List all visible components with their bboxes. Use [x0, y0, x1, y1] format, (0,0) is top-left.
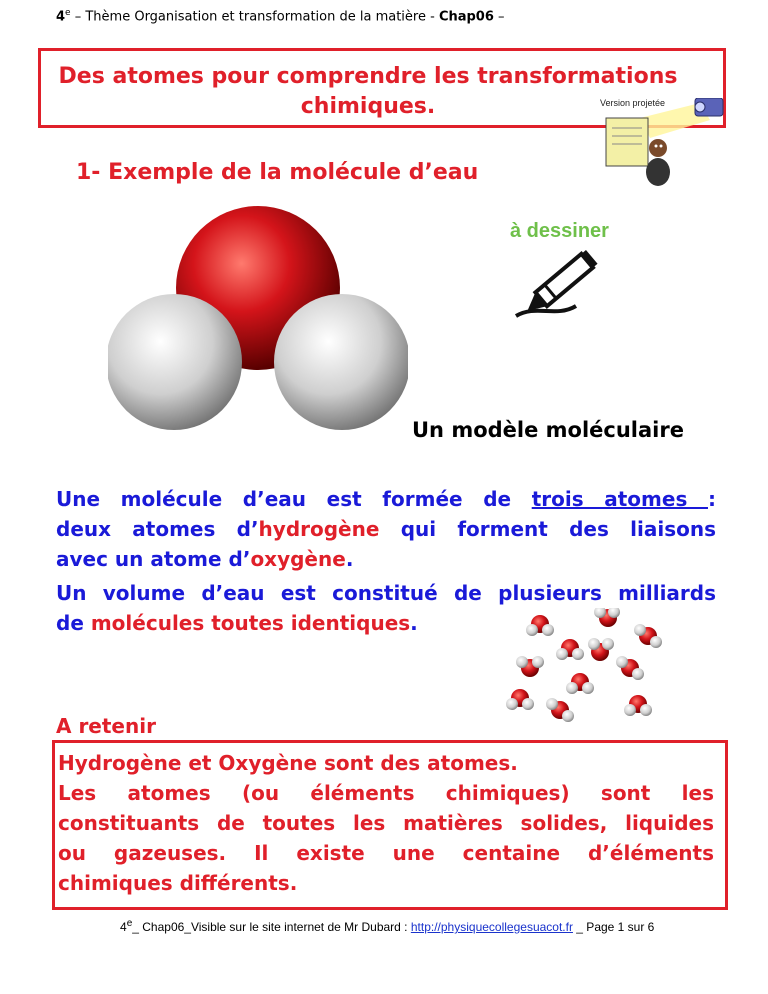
- header-chapter: Chap06: [438, 9, 494, 25]
- para1-underlined: trois atomes: [531, 487, 708, 511]
- retenir-line-2: Les atomes (ou éléments chimiques) sont les: [58, 781, 714, 805]
- header-text: – Thème Organisation et transformation de la matière -: [70, 9, 439, 25]
- retenir-heading: A retenir: [56, 714, 156, 738]
- website-link[interactable]: http://physiquecollegesuacot.fr: [410, 920, 573, 934]
- header-level: 4: [56, 9, 66, 25]
- retenir-content: [58, 748, 714, 898]
- para1-line-2: [56, 514, 716, 544]
- para1-period: .: [345, 547, 354, 571]
- water-molecule-paragraph: [56, 484, 716, 574]
- header-level-sup: e: [65, 8, 71, 18]
- para2-text: de: [56, 611, 91, 635]
- para1-text: deux atomes d’: [56, 517, 259, 541]
- projector-label: Version projetée: [600, 98, 666, 108]
- retenir-line-4: ou gazeuses. Il existe une centaine d’éléments: [58, 841, 714, 865]
- title-line-1: Des atomes pour comprendre les transformations: [58, 64, 678, 89]
- section-heading: 1- Exemple de la molécule d’eau: [76, 160, 479, 185]
- page-footer: [120, 918, 654, 934]
- footer-level: 4: [120, 920, 127, 934]
- pencil-drawing-icon: [506, 244, 606, 322]
- footer-level-sup: e: [126, 918, 133, 929]
- para1-text: qui forment des liaisons: [379, 517, 716, 541]
- draw-badge-label: à dessiner: [510, 220, 609, 242]
- water-molecule-model: [108, 200, 408, 440]
- para1-colon: :: [707, 487, 716, 511]
- header-trailing: –: [493, 9, 505, 25]
- projector-presenter-icon: [600, 98, 730, 188]
- para1-line-3: [56, 544, 716, 574]
- para1-text: Une molécule d’eau est formée de: [56, 487, 532, 511]
- para2-line-1: Un volume d’eau est constitué de plusieurs milliards: [56, 581, 716, 605]
- title-line-2: chimiques.: [300, 94, 436, 119]
- footer-page: _ Page 1 sur 6: [572, 920, 655, 934]
- para1-line-1: [56, 484, 716, 514]
- page-title: [48, 62, 688, 122]
- projector-illustration: [600, 98, 730, 188]
- hydrogen-term: hydrogène: [258, 517, 380, 541]
- retenir-line-3: constituants de toutes les matières solides, liquides: [58, 811, 714, 835]
- retenir-line-5: chimiques différents.: [58, 871, 298, 895]
- retenir-line-1: Hydrogène et Oxygène sont des atomes.: [58, 751, 518, 775]
- para2-period: .: [410, 611, 418, 635]
- model-caption: Un modèle moléculaire: [412, 418, 684, 442]
- page-header: [56, 8, 505, 24]
- identical-molecules-term: molécules toutes identiques: [90, 611, 411, 635]
- oxygen-term: oxygène: [250, 547, 346, 571]
- water-molecules-cloud: [500, 608, 670, 728]
- para1-text: avec un atome d’: [56, 547, 251, 571]
- footer-text: _ Chap06_Visible sur le site internet de Mr Dubard :: [132, 920, 411, 934]
